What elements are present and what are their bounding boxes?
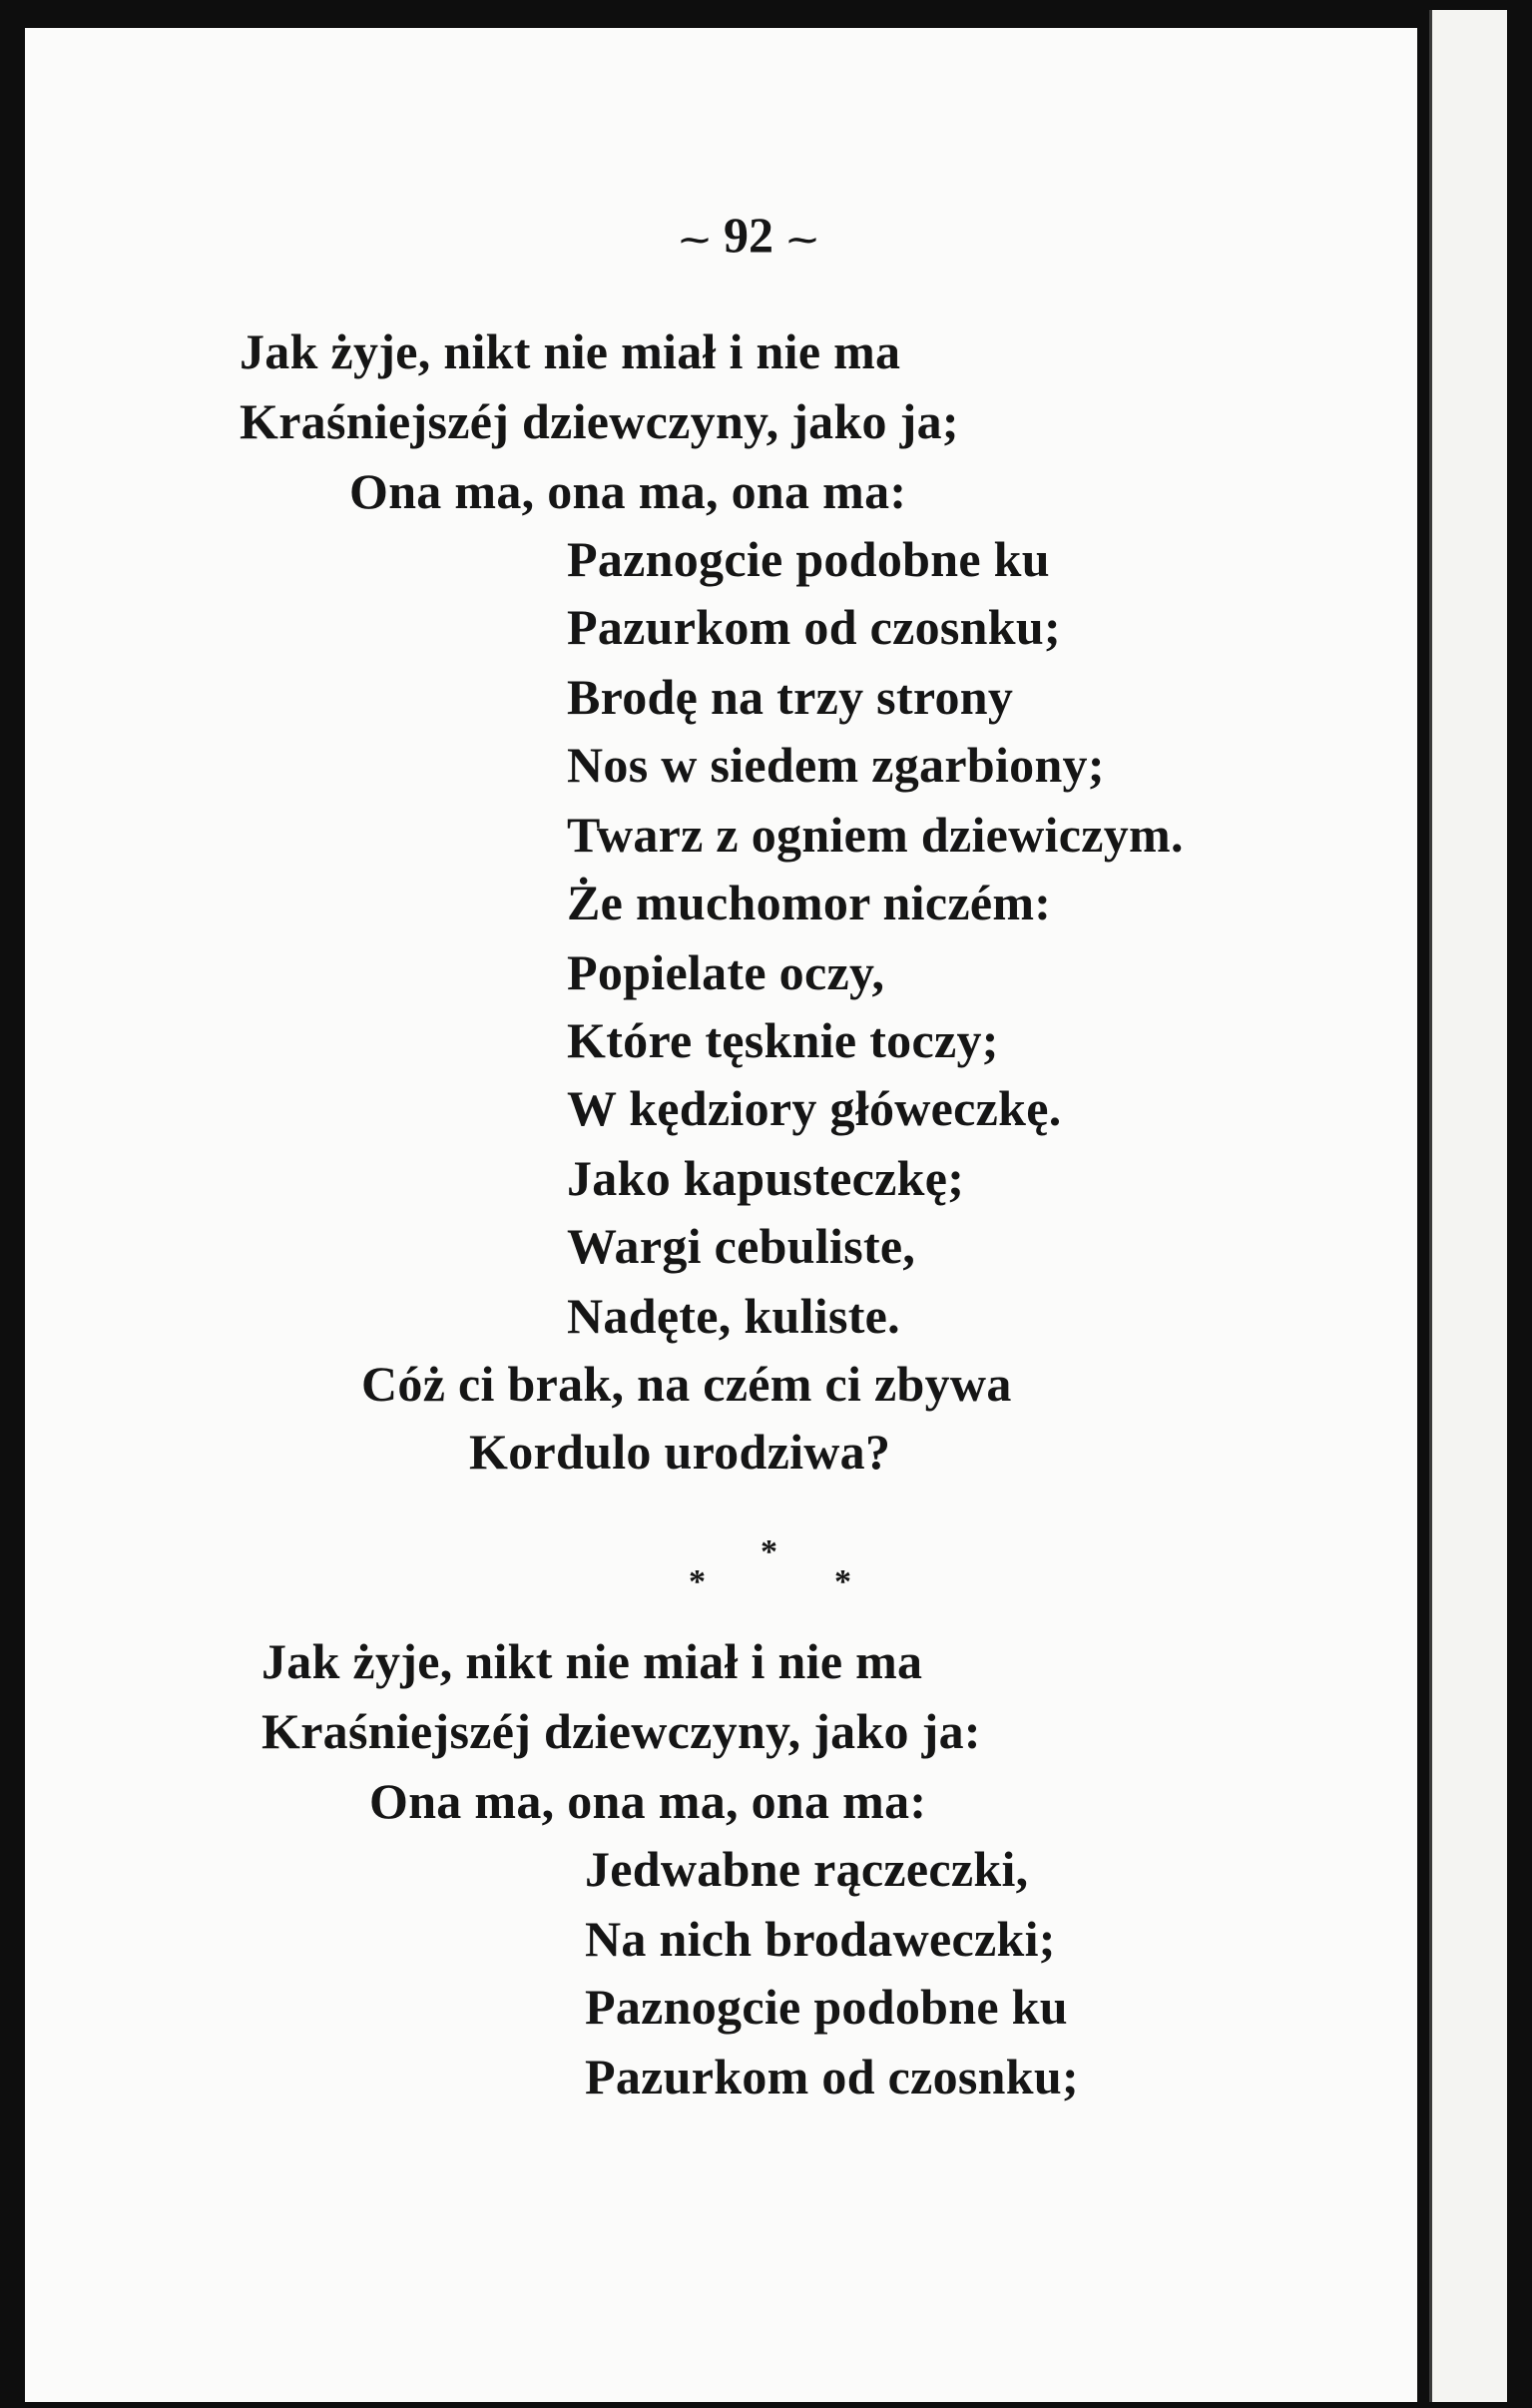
verse-line: Paznogcie podobne ku <box>585 1979 1068 2035</box>
ornament-left-icon: ⁓ <box>680 223 710 257</box>
verse-line: Jak żyje, nikt nie miał i nie ma <box>261 1633 923 1689</box>
verse-line: Nadęte, kuliste. <box>567 1288 900 1344</box>
verse-line: Ona ma, ona ma, ona ma: <box>369 1773 927 1829</box>
verse-line: Które tęsknie toczy; <box>567 1012 999 1068</box>
verse-line: Że muchomor niczém: <box>567 875 1052 930</box>
page-header <box>599 200 898 276</box>
ornament-right-icon: ⁓ <box>787 223 817 257</box>
asterisk-top: * <box>761 1533 777 1570</box>
verse-line: Kordulo urodziwa? <box>469 1424 891 1480</box>
verse-line: W kędziory główeczkę. <box>567 1080 1062 1136</box>
verse-line: Twarz z ogniem dziewiczym. <box>567 807 1184 863</box>
verse-line: Nos w siedem zgarbiony; <box>567 737 1105 793</box>
verse-line: Popielate oczy, <box>567 944 885 1000</box>
verse-line: Kraśniejszéj dziewczyny, jako ja: <box>261 1703 981 1759</box>
asterisk-right: * <box>834 1563 851 1600</box>
adjacent-page-edge <box>1429 10 1507 2402</box>
verse-line: Brodę na trzy strony <box>567 669 1014 725</box>
verse-line: Pazurkom od czosnku; <box>585 2049 1079 2105</box>
verse-line: Cóż ci brak, na czém ci zbywa <box>361 1356 1012 1412</box>
asterisk-left: * <box>689 1563 706 1600</box>
verse-line: Wargi cebuliste, <box>567 1218 916 1274</box>
verse-line: Pazurkom od czosnku; <box>567 599 1061 655</box>
page-number: 92 <box>724 207 773 263</box>
verse-line: Jako kapusteczkę; <box>567 1150 965 1206</box>
verse-line: Paznogcie podobne ku <box>567 531 1050 587</box>
verse-line: Jedwabne rączeczki, <box>585 1841 1029 1897</box>
verse-line: Ona ma, ona ma, ona ma: <box>349 463 907 519</box>
verse-line: Kraśniejszéj dziewczyny, jako ja; <box>240 393 959 449</box>
verse-line: Na nich brodaweczki; <box>585 1911 1056 1967</box>
verse-line: Jak żyje, nikt nie miał i nie ma <box>240 323 901 379</box>
